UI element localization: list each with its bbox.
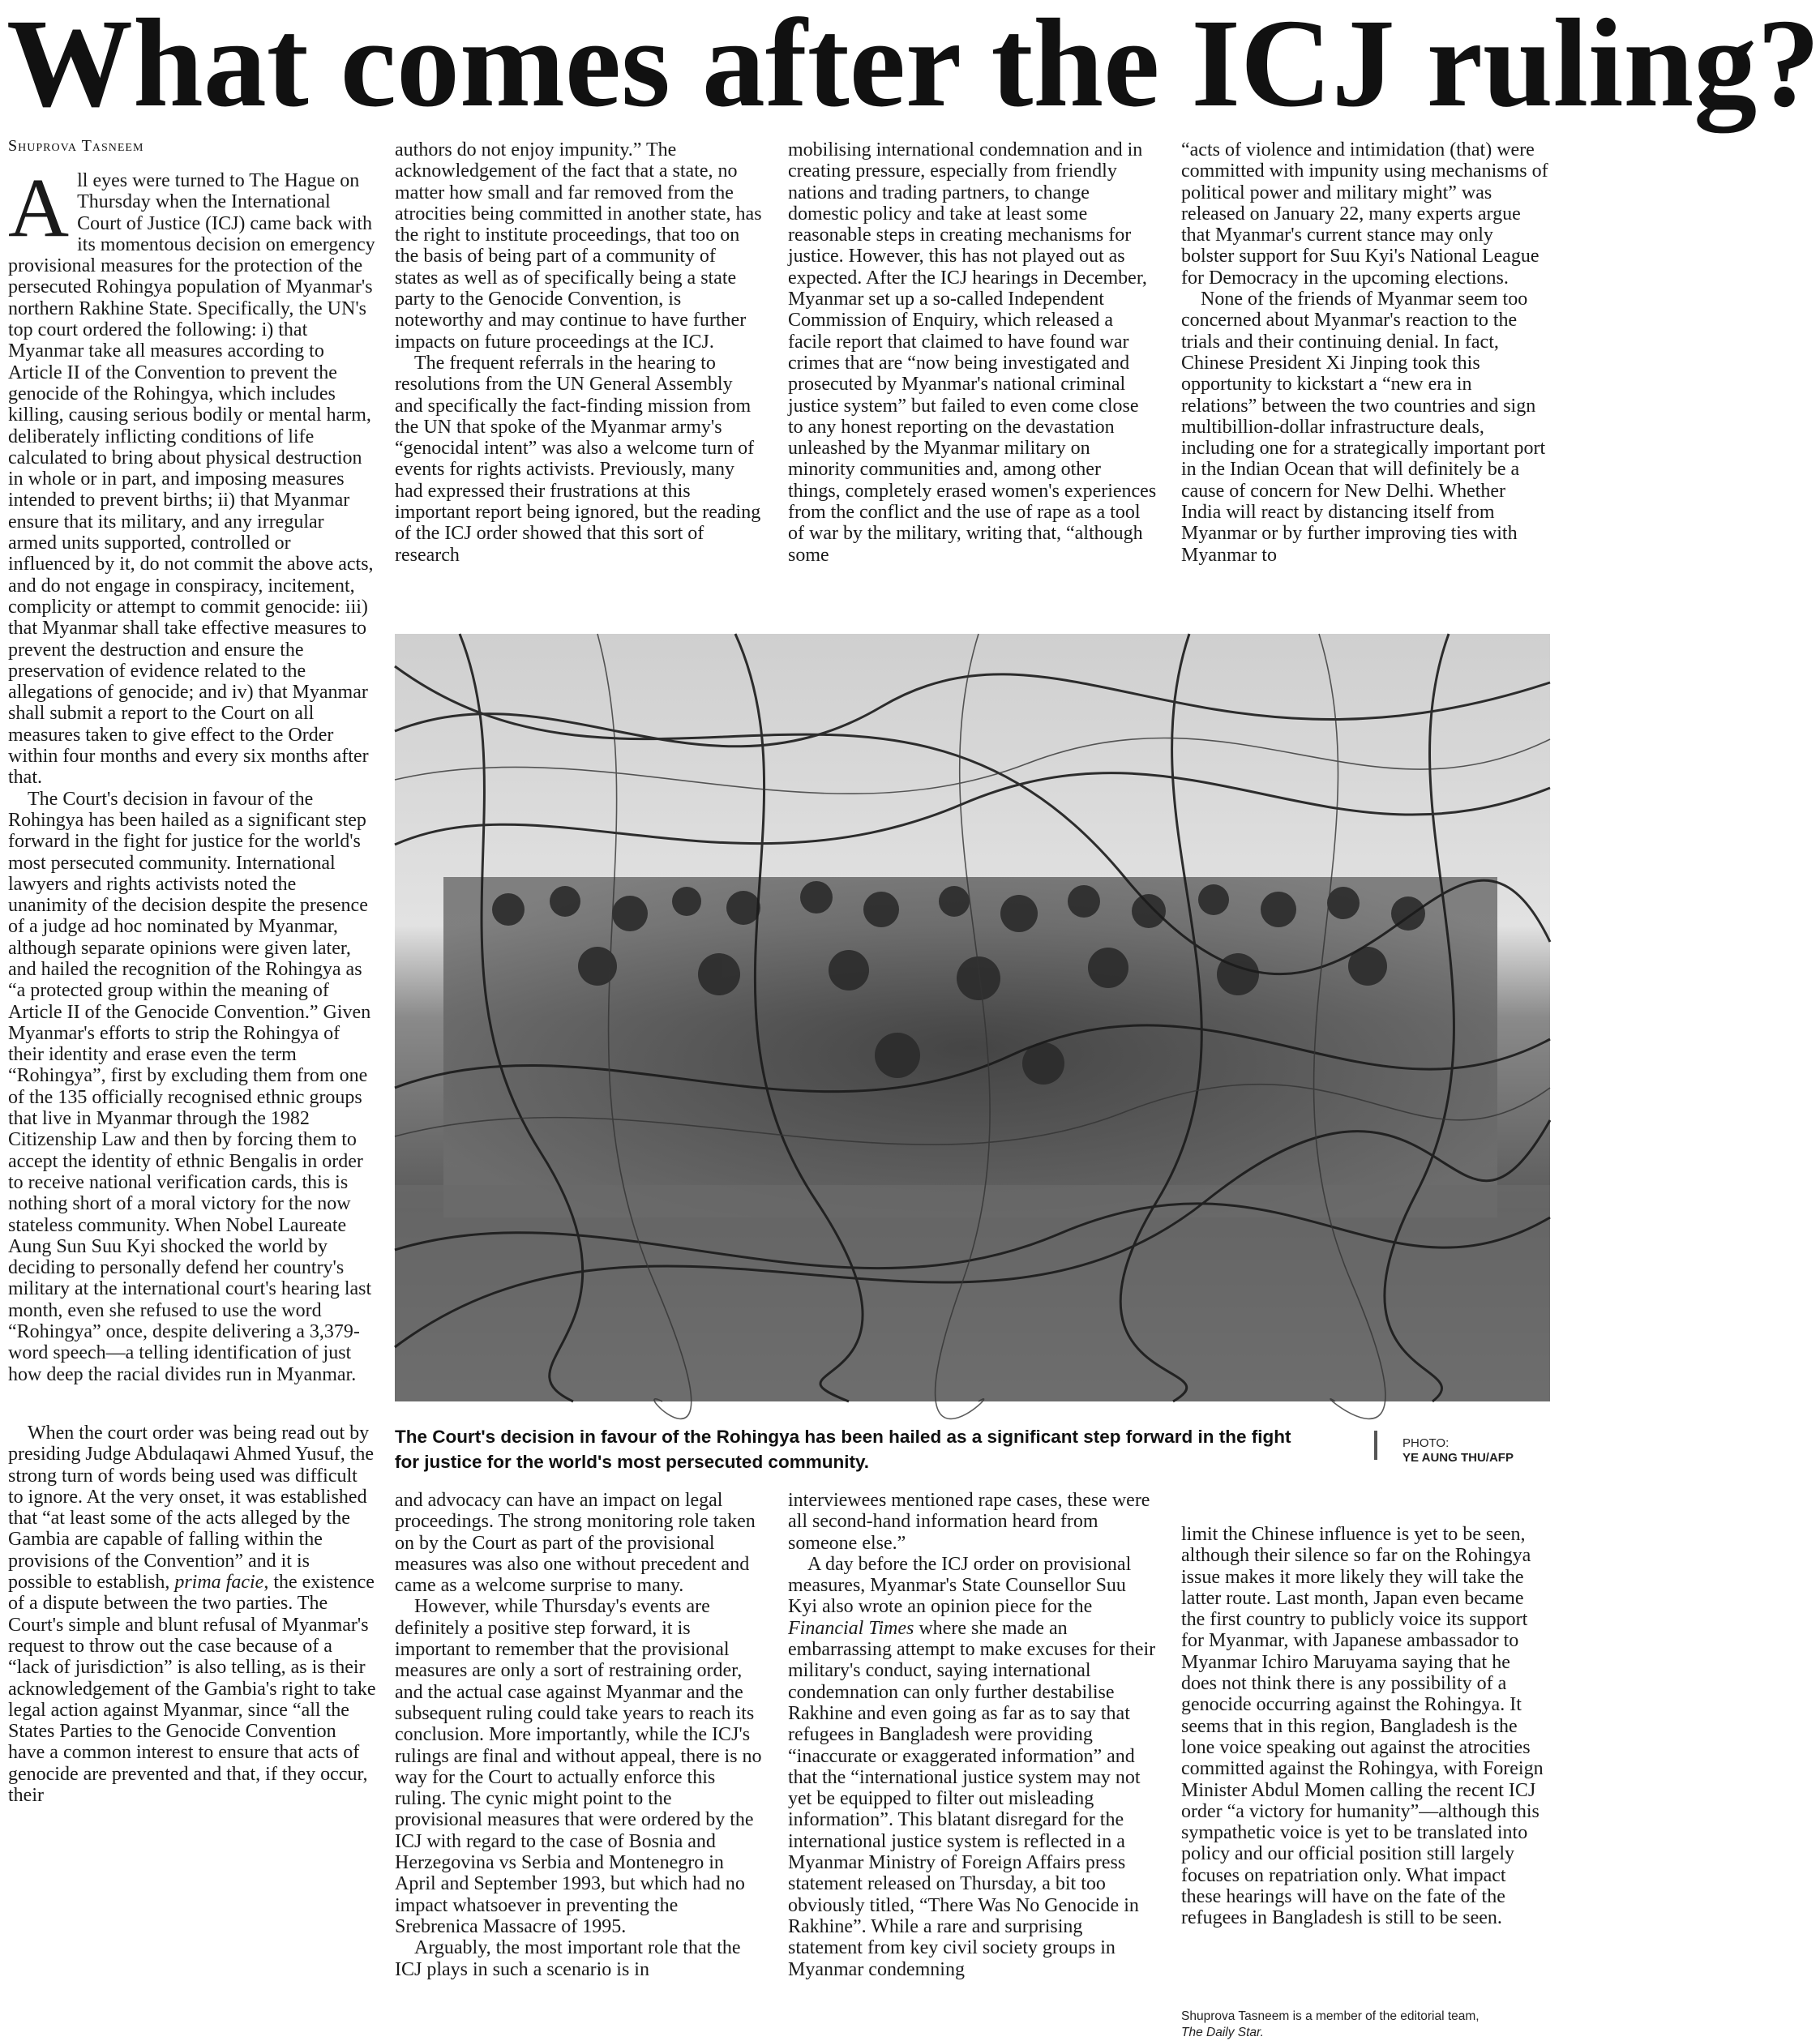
refugees-behind-barbed-wire-image [395,634,1550,1401]
author-bio [1181,2009,1550,2041]
article-column-4-top [1181,139,1550,614]
article-column-3-bottom [788,1490,1157,2039]
italic-text: Financial Times [788,1617,914,1639]
photo-caption: The Court's decision in favour of the Rohingya has been hailed as a significant step forward in the fight for justice for the world's most persecuted community. [395,1427,1291,1472]
paragraph: The frequent referrals in the hearing to resolutions from the UN General Assembly and specifically the fact-finding mission from the UN that spoke of the Myanmar army's “genocidal intent” was also a welcome turn of events for rights activists. Previously, many had expressed their frustrations at this important report being ignored, but the reading of the ICJ order showed that this sort of research [395,352,761,566]
photo-credit-label: PHOTO: [1402,1436,1450,1450]
paragraph: Arguably, the most important role that the ICJ plays in such a scenario is in [395,1937,741,1980]
paragraph: and advocacy can have an impact on legal proceedings. The strong monitoring role taken on by the Court as part of the provisional measures was also one without precedent and came as a welcome surprise to many. [395,1490,756,1597]
paragraph-text: , the existence of a dispute between the two parties. The Court's simple and blunt refusal of Myanmar's request to throw out the case because of a “lack of jurisdiction” is also telling, as is their acknowledgement of the Gambia's right to take legal action against Myanmar, since “all the States Parties to the Genocide Convention have a common interest to ensure that acts of genocide are prevented and that, if they occur, their [8,1572,376,1807]
article-column-1-top [8,161,377,1423]
article-column-3-top [788,139,1157,614]
article-photo [395,634,1550,1401]
paragraph: limit the Chinese influence is yet to be seen, although their silence so far on the Rohingya issue makes it more likely they will take the latter route. Last month, Japan even became the first country to publicly voice its support for Myanmar, with Japanese ambassador to Myanmar Ichiro Maruyama saying that he does not think there is any possibility of a genocide occurring against the Rohingya. It seems that in this region, Bangladesh is the lone voice speaking out against the atrocities committed against the Rohingya, with Foreign Minister Abdul Momen calling the recent ICJ order “a victory for humanity”—although this sympathetic voice is yet to be translated into policy and our official position still largely focuses on repatriation only. What impact these hearings will have on the fate of the refugees in Bangladesh is still to be seen. [1181,1524,1544,1929]
article-column-1-bottom [8,1423,377,2039]
article-column-2-bottom [395,1490,764,2039]
paragraph: The Court's decision in favour of the Rohingya has been hailed as a significant step forward in the fight for justice for the world's most persecuted community. International lawyers and rights activists noted the unanimity of the decision despite the presence of a judge ad hoc nominated by Myanmar, although separate opinions were given later, and hailed the recognition of the Rohingya as “a protected group within the meaning of Article II of the Genocide Convention.” Given Myanmar's efforts to strip the Rohingya of their identity and erase even the term “Rohingya”, first by excluding them from one of the 135 officially recognised ethnic groups that live in Myanmar through the 1982 Citizenship Law and then by forcing them to accept the identity of ethnic Bengalis in order to receive national verification cards, this is nothing short of a moral victory for the now stateless community. When Nobel Laureate Aung Sun Suu Kyi shocked the world by deciding to personally defend her country's military at the international court's hearing last month, even she refused to use the word “Rohingya” once, despite delivering a 3,379-word speech—a telling identification of just how deep the racial divides run in Myanmar. [8,788,372,1385]
article-column-4-bottom [1181,1524,1550,2010]
paragraph-text: ll eyes were turned to The Hague on Thursday when the International Court of Justice (ICJ) came back with its momentous decision on emergency provisional measures for the protection of the persecuted Rohingya population of Myanmar's northern Rakhine State. Specifically, the UN's top court ordered the following: i) that Myanmar take all measures according to Article II of the Convention to prevent the genocide of the Rohingya, which includes killing, causing serious bodily or mental harm, deliberately inflicting conditions of life calculated to bring about physical destruction in whole or in part, and imposing measures intended to prevent births; ii) that Myanmar ensure that its military, and any irregular armed units supported, controlled or influenced by it, do not commit the above acts, and do not engage in conspiracy, incitement, complicity or attempt to commit genocide: iii) that Myanmar shall take effective measures to prevent the destruction and ensure the preservation of evidence related to the allegations of genocide; and iv) that Myanmar shall submit a report to the Court on all measures taken to give effect to the Order within four months and every six months after that. [8,170,375,789]
publication-name: The Daily Star. [1181,2026,1264,2039]
photo-credit [1402,1436,1548,1465]
paragraph: interviewees mentioned rape cases, these were all second-hand information heard from someone else.” [788,1490,1150,1554]
paragraph-text: where she made an embarrassing attempt to make excuses for their military's conduct, saying international condemnation can only further destabilise Rakhine and even going as far as to say that refugees in Bangladesh were providing “inaccurate or exaggerated information” and that the “international justice system may not yet be equipped to filter out misleading information”. This blatant disregard for the international justice system is reflected in a Myanmar Ministry of Foreign Affairs press statement released on Thursday, a bit too obviously titled, “There Was No Genocide in Rakhine”. While a rare and surprising statement from key civil society groups in Myanmar condemning [788,1617,1156,1980]
article-column-2-top [395,139,764,614]
paragraph [788,1554,1157,1980]
paragraph: However, while Thursday's events are definitely a positive step forward, it is important to remember that the provisional measures are only a sort of restraining order, and the actual case against Myanmar and the subsequent ruling could take years to reach its conclusion. More importantly, while the ICJ's rulings are final and without appeal, there is no way for the Court to actually enforce this ruling. The cynic might point to the provisional measures that were ordered by the ICJ with regard to the case of Bosnia and Herzegovina vs Serbia and Montenegro in April and September 1993, but which had no impact whatsoever in preventing the Srebrenica Massacre of 1995. [395,1596,762,1937]
paragraph: “acts of violence and intimidation (that) were committed with impunity using mechanisms of political power and military might” was released on January 22, many experts argue that Myanmar's current stance may only bolster support for Suu Kyi's National League for Democracy in the upcoming elections. [1181,139,1548,289]
paragraph-text: When the court order was being read out by presiding Judge Abdulaqawi Ahmed Yusuf, the strong turn of words being used was difficult to ignore. At the very onset, it was established that “at least some of the acts alleged by the Gambia are capable of falling within the provisions of the Convention” and it is possible to establish, [8,1423,375,1594]
paragraph [8,1423,377,1806]
byline: Shuprova Tasneem [8,137,144,155]
paragraph: None of the friends of Myanmar seem too concerned about Myanmar's reaction to the trials and their continuing denial. In fact, Chinese President Xi Jinping took this opportunity to kickstart a “new era in relations” between the two countries and sign multibillion-dollar infrastructure deals, including one for a strategically important port in the Indian Ocean that will definitely be a cause of concern for New Delhi. Whether India will react by distancing itself from Myanmar or by further improving ties with Myanmar to [1181,289,1546,566]
paragraph-text: A day before the ICJ order on provisional measures, Myanmar's State Counsellor Suu Kyi also wrote an opinion piece for the [788,1553,1132,1618]
paragraph: mobilising international condemnation and in creating pressure, especially from friendly nations and trading partners, to change domestic policy and take at least some reasonable steps in creating mechanisms for justice. However, this has not played out as expected. After the ICJ hearings in December, Myanmar set up a so-called Independent Commission of Enquiry, which released a facile report that claimed to have found war crimes that are “now being investigated and prosecuted by Myanmar's national criminal justice system” but failed to even come close to any honest reporting on the devastation unleashed by the Myanmar military on minority communities and, among other things, completely erased women's experiences from the conflict and the use of rape as a tool of war by the military, writing that, “although some [788,139,1157,566]
author-bio-text: Shuprova Tasneem is a member of the editorial team, [1181,2009,1480,2023]
headline: What comes after the ICJ ruling? [6,0,1820,133]
paragraph: authors do not enjoy impunity.” The acknowledgement of the fact that a state, no matter how small and far removed from the atrocities being committed in another state, has the right to institute proceedings, that too on the basis of being part of a community of states as well as of specifically being a state party to the Genocide Convention, is noteworthy and may continue to have further impacts on future proceedings at the ICJ. [395,139,762,353]
drop-cap: A [8,161,70,255]
paragraph [8,161,377,789]
credit-divider [1374,1431,1377,1460]
photo-credit-name: YE AUNG THU/AFP [1402,1451,1514,1465]
italic-text: prima facie [174,1572,264,1594]
